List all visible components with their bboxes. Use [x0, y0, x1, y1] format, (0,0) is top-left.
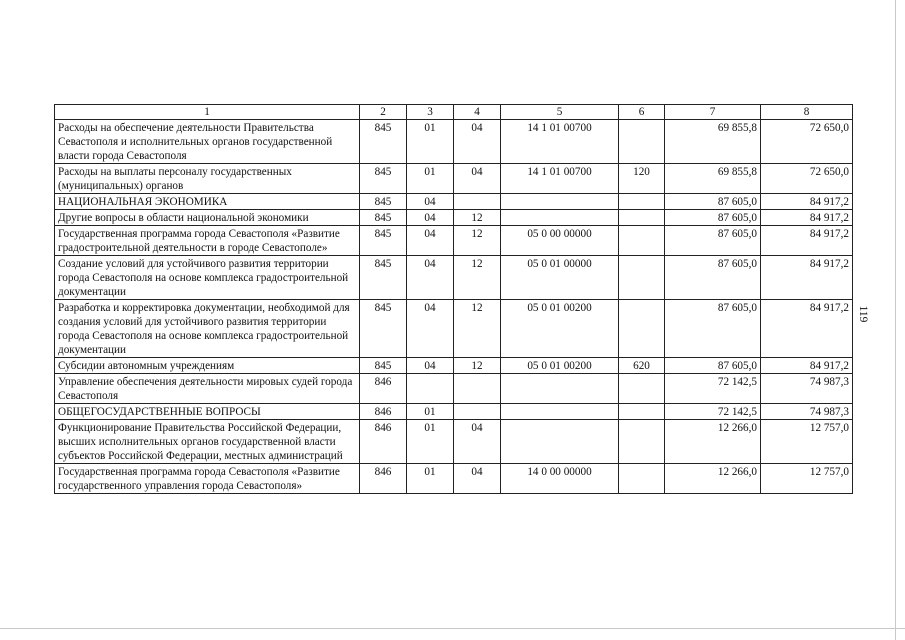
- header-cell: 7: [665, 105, 761, 120]
- cell-col3: 04: [407, 358, 454, 374]
- cell-col4: 12: [454, 358, 501, 374]
- cell-col2: 845: [360, 194, 407, 210]
- cell-col8: 84 917,2: [761, 300, 853, 358]
- cell-col3: [407, 374, 454, 404]
- header-cell: 6: [619, 105, 665, 120]
- cell-col5: 05 0 01 00200: [501, 358, 619, 374]
- table-row: [55, 374, 853, 404]
- header-cell: 2: [360, 105, 407, 120]
- cell-col7: 87 605,0: [665, 358, 761, 374]
- cell-col6: [619, 226, 665, 256]
- cell-col5: [501, 374, 619, 404]
- cell-col2: 845: [360, 256, 407, 300]
- cell-col5: 14 1 01 00700: [501, 164, 619, 194]
- page-edge-right: [895, 0, 896, 640]
- cell-col8: 84 917,2: [761, 256, 853, 300]
- cell-col3: 04: [407, 194, 454, 210]
- cell-name: Другие вопросы в области национальной экономики: [55, 210, 360, 226]
- cell-name: Разработка и корректировка документации, необходимой для создания условий для устойчивого развития территории города Севастополя на основе комплекса градостроительной документации: [55, 300, 360, 358]
- table-row: [55, 300, 853, 358]
- budget-table: [54, 104, 853, 494]
- cell-col7: 87 605,0: [665, 226, 761, 256]
- cell-col7: 87 605,0: [665, 194, 761, 210]
- page-number: 119: [857, 305, 869, 323]
- cell-col7: 72 142,5: [665, 374, 761, 404]
- cell-col6: [619, 420, 665, 464]
- table-row: [55, 358, 853, 374]
- header-cell: 1: [55, 105, 360, 120]
- cell-col5: [501, 210, 619, 226]
- header-cell: 4: [454, 105, 501, 120]
- table-row: [55, 256, 853, 300]
- cell-col8: 84 917,2: [761, 194, 853, 210]
- cell-col6: [619, 300, 665, 358]
- cell-col4: [454, 404, 501, 420]
- cell-name: Расходы на выплаты персоналу государственных (муниципальных) органов: [55, 164, 360, 194]
- cell-col4: [454, 374, 501, 404]
- cell-col4: 04: [454, 164, 501, 194]
- cell-col3: 01: [407, 404, 454, 420]
- cell-col5: [501, 404, 619, 420]
- cell-name: Управление обеспечения деятельности мировых судей города Севастополя: [55, 374, 360, 404]
- cell-col2: 846: [360, 404, 407, 420]
- cell-name: Расходы на обеспечение деятельности Правительства Севастополя и исполнительных органов государственной власти города Севастополя: [55, 120, 360, 164]
- cell-col2: 845: [360, 164, 407, 194]
- cell-name: Функционирование Правительства Российской Федерации, высших исполнительных органов государственной власти субъектов Российской Федерации, местных администраций: [55, 420, 360, 464]
- cell-name: Государственная программа города Севастополя «Развитие градостроительной деятельности в городе Севастополе»: [55, 226, 360, 256]
- cell-col3: 01: [407, 420, 454, 464]
- cell-col8: 74 987,3: [761, 374, 853, 404]
- cell-col4: 04: [454, 120, 501, 164]
- cell-col8: 72 650,0: [761, 120, 853, 164]
- table-header-row: [55, 105, 853, 120]
- cell-col7: 72 142,5: [665, 404, 761, 420]
- cell-col7: 69 855,8: [665, 164, 761, 194]
- cell-name: Государственная программа города Севастополя «Развитие государственного управления города Севастополя»: [55, 464, 360, 494]
- cell-col2: 845: [360, 120, 407, 164]
- cell-col3: 04: [407, 210, 454, 226]
- cell-col7: 87 605,0: [665, 256, 761, 300]
- cell-col3: 01: [407, 164, 454, 194]
- cell-col4: 12: [454, 226, 501, 256]
- header-cell: 3: [407, 105, 454, 120]
- cell-col3: 04: [407, 226, 454, 256]
- cell-col6: [619, 194, 665, 210]
- cell-col3: 04: [407, 256, 454, 300]
- cell-col7: 12 266,0: [665, 464, 761, 494]
- header-cell: 5: [501, 105, 619, 120]
- cell-col2: 845: [360, 300, 407, 358]
- cell-col4: 12: [454, 210, 501, 226]
- cell-name: Создание условий для устойчивого развития территории города Севастополя на основе комплекса градостроительной документации: [55, 256, 360, 300]
- cell-col4: 12: [454, 300, 501, 358]
- cell-col5: [501, 420, 619, 464]
- cell-name: НАЦИОНАЛЬНАЯ ЭКОНОМИКА: [55, 194, 360, 210]
- cell-col6: [619, 120, 665, 164]
- cell-col6: [619, 374, 665, 404]
- header-cell: 8: [761, 105, 853, 120]
- cell-col4: 04: [454, 420, 501, 464]
- cell-col2: 846: [360, 420, 407, 464]
- cell-col8: 12 757,0: [761, 464, 853, 494]
- cell-col4: [454, 194, 501, 210]
- cell-col7: 87 605,0: [665, 300, 761, 358]
- table-row: [55, 210, 853, 226]
- cell-col2: 845: [360, 210, 407, 226]
- cell-col8: 84 917,2: [761, 358, 853, 374]
- cell-col6: [619, 464, 665, 494]
- cell-col8: 72 650,0: [761, 164, 853, 194]
- cell-col2: 845: [360, 358, 407, 374]
- page-edge-bottom: [0, 628, 905, 629]
- cell-col3: 01: [407, 120, 454, 164]
- cell-col8: 84 917,2: [761, 226, 853, 256]
- cell-col2: 846: [360, 374, 407, 404]
- cell-col6: [619, 256, 665, 300]
- table-row: [55, 194, 853, 210]
- cell-col4: 12: [454, 256, 501, 300]
- cell-col5: 05 0 00 00000: [501, 226, 619, 256]
- cell-col2: 845: [360, 226, 407, 256]
- cell-col4: 04: [454, 464, 501, 494]
- table-row: [55, 164, 853, 194]
- cell-col7: 12 266,0: [665, 420, 761, 464]
- table-row: [55, 420, 853, 464]
- cell-col5: 05 0 01 00200: [501, 300, 619, 358]
- table-row: [55, 404, 853, 420]
- cell-col6: 120: [619, 164, 665, 194]
- cell-name: Субсидии автономным учреждениям: [55, 358, 360, 374]
- cell-col2: 846: [360, 464, 407, 494]
- cell-col3: 01: [407, 464, 454, 494]
- cell-col5: 14 1 01 00700: [501, 120, 619, 164]
- cell-col6: 620: [619, 358, 665, 374]
- cell-col3: 04: [407, 300, 454, 358]
- cell-col5: 14 0 00 00000: [501, 464, 619, 494]
- cell-col8: 74 987,3: [761, 404, 853, 420]
- table-row: [55, 120, 853, 164]
- table-row: [55, 226, 853, 256]
- cell-col8: 12 757,0: [761, 420, 853, 464]
- cell-col6: [619, 404, 665, 420]
- cell-col6: [619, 210, 665, 226]
- cell-col7: 69 855,8: [665, 120, 761, 164]
- cell-col5: [501, 194, 619, 210]
- table-row: [55, 464, 853, 494]
- cell-name: ОБЩЕГОСУДАРСТВЕННЫЕ ВОПРОСЫ: [55, 404, 360, 420]
- cell-col5: 05 0 01 00000: [501, 256, 619, 300]
- cell-col7: 87 605,0: [665, 210, 761, 226]
- cell-col8: 84 917,2: [761, 210, 853, 226]
